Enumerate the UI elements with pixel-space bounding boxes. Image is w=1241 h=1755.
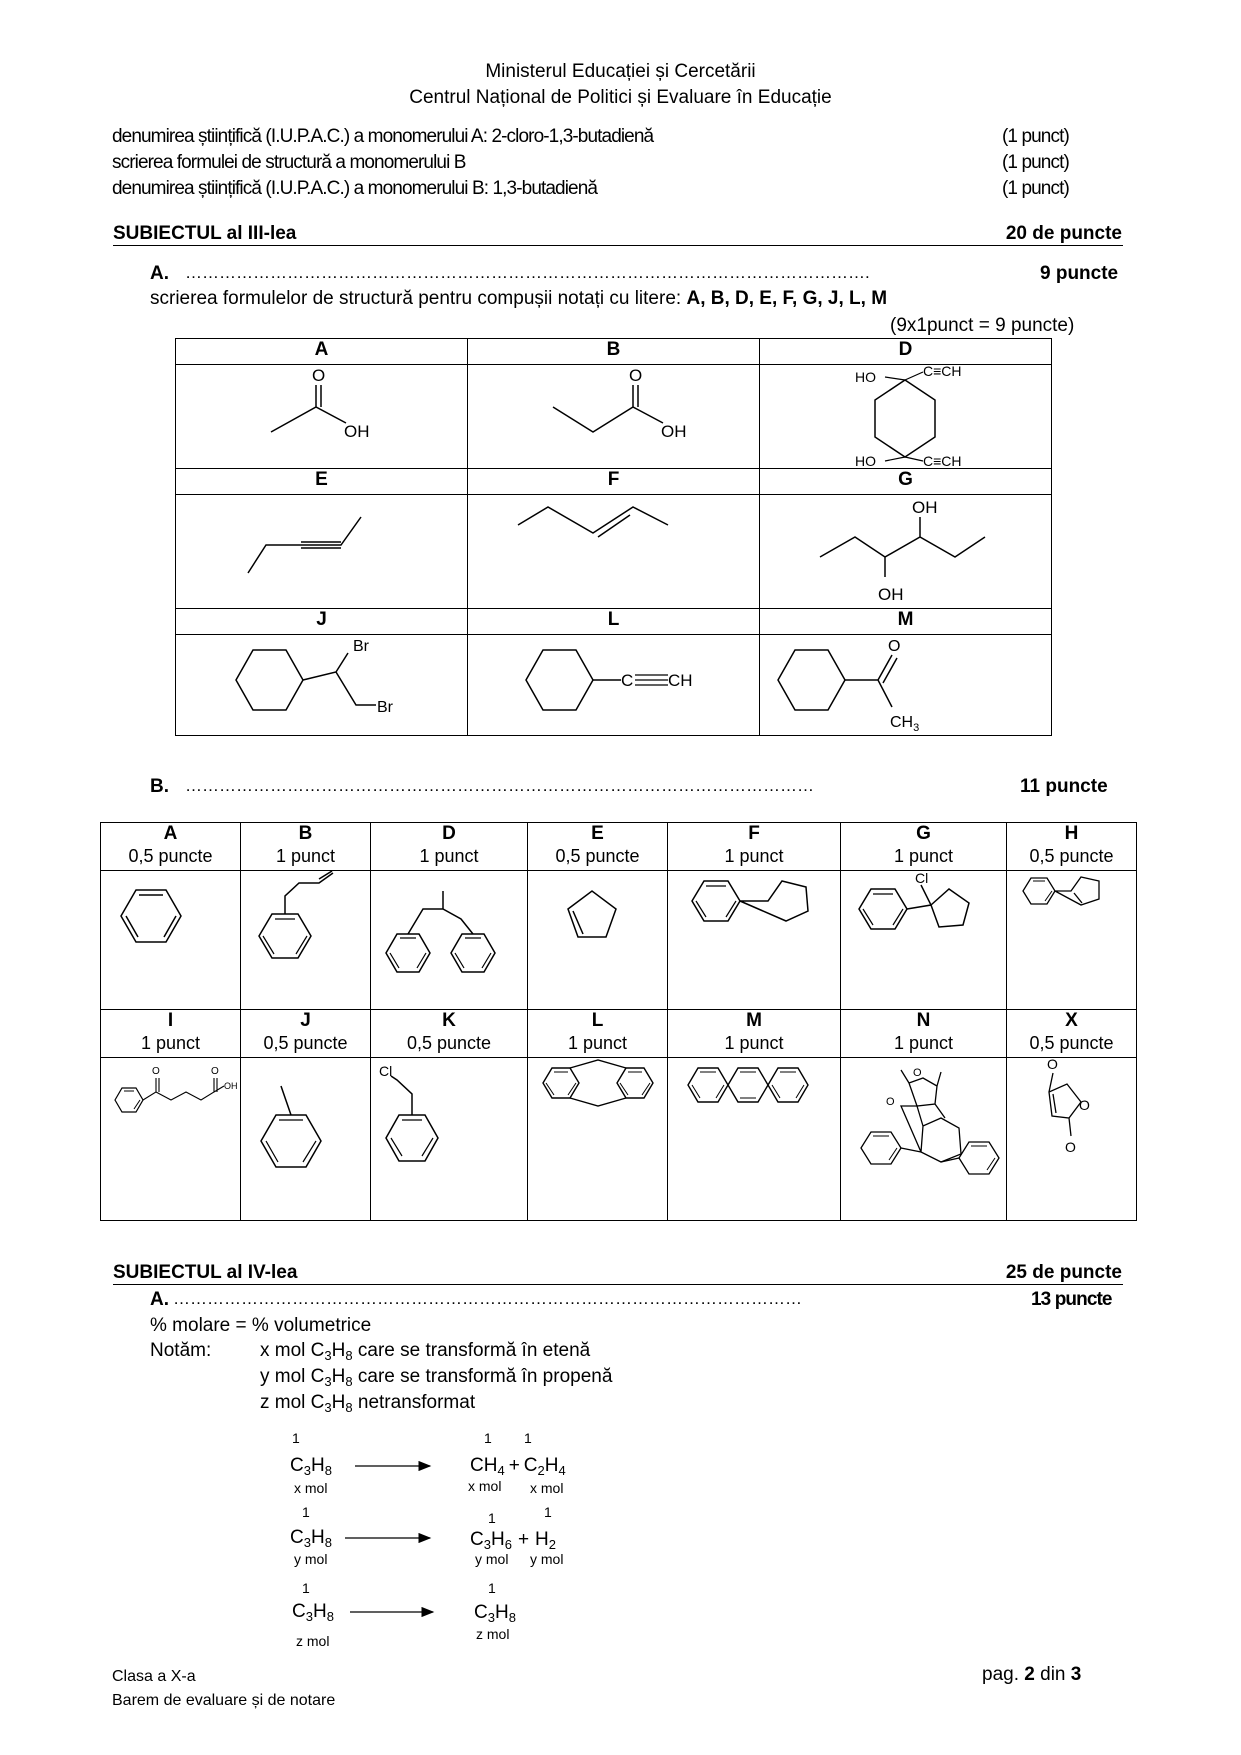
footer-barem: Barem de evaluare și de notare (112, 1692, 336, 1709)
structure-e (176, 495, 468, 609)
cell-label-b: B (468, 339, 760, 365)
t-4: 4 (497, 1463, 505, 1478)
atom-h: H (680, 671, 693, 690)
t-c: C (292, 1601, 306, 1622)
b-head-h (1007, 823, 1137, 871)
coef: 1 (484, 1430, 492, 1446)
atom-br: Br (377, 699, 393, 716)
b-head-f (668, 823, 841, 871)
nz-a: z mol C (260, 1392, 325, 1413)
structure-b (468, 365, 760, 469)
nx-a: x mol C (260, 1340, 325, 1361)
b-points: 1 punct (567, 1033, 628, 1053)
t-6: 6 (504, 1537, 512, 1552)
top-item-3: denumirea științifică (I.U.P.A.C.) a monomerului B: 1,3-butadienă (112, 178, 598, 199)
atom-ho: HO (855, 369, 876, 385)
molar-volumetric: % molare = % volumetrice (150, 1315, 372, 1336)
c3h8-out (474, 1602, 516, 1625)
zmol: z mol (476, 1626, 510, 1642)
b-structure-i (101, 1058, 241, 1221)
cell-label-g: G (760, 469, 1052, 495)
products-2 (470, 1529, 556, 1552)
nz-c: H (331, 1392, 346, 1413)
b-points: 1 punct (724, 1033, 784, 1053)
header-ministry: Ministerul Educației și Cercetării (485, 61, 756, 82)
b-structure-m (668, 1058, 841, 1221)
b-letter: E (591, 823, 604, 844)
xmol: x mol (294, 1480, 328, 1496)
b-structure-n (841, 1058, 1007, 1221)
cell-label-d: D (760, 339, 1052, 365)
b-structure-b (241, 871, 371, 1010)
top-item-2-points: (1 punct) (1002, 152, 1069, 173)
atom-oh: OH (878, 585, 904, 604)
cell-label-m: M (760, 609, 1052, 635)
structure-m (760, 635, 1052, 736)
b-head-k (371, 1010, 528, 1058)
b-points: 0,5 puncte (1029, 1033, 1114, 1053)
t-c: C (523, 1455, 538, 1476)
t-3: 3 (483, 1537, 491, 1552)
b-letter: N (916, 1010, 931, 1031)
page-total: 3 (1070, 1664, 1082, 1685)
t-c: C (290, 1527, 304, 1548)
nz-d: 8 (345, 1400, 353, 1415)
nx-b: 3 (324, 1348, 332, 1363)
t-3: 3 (487, 1610, 495, 1625)
notation-y (260, 1366, 612, 1389)
structure-d (760, 365, 1052, 469)
b-points: 1 punct (140, 1033, 201, 1053)
page-number: 2 (1024, 1664, 1035, 1685)
ymol: y mol (294, 1551, 328, 1567)
atom-ch3-n: 3 (913, 722, 920, 734)
xmol: x mol (530, 1480, 564, 1496)
nz-b: 3 (324, 1400, 332, 1415)
b-points: 0,5 puncte (263, 1033, 348, 1053)
atom-ch (668, 671, 693, 690)
b-structure-h (1007, 871, 1137, 1010)
header-center: Centrul Național de Politici și Evaluare în Educație (409, 87, 832, 108)
page-of: din (1034, 1664, 1071, 1685)
t-8: 8 (508, 1610, 516, 1625)
b-head-g (841, 823, 1007, 871)
t-3: 3 (305, 1609, 313, 1624)
structure-j (176, 635, 468, 736)
atom-o: O (913, 1067, 922, 1079)
footer-page (982, 1664, 1081, 1686)
ny-c: H (331, 1366, 346, 1387)
reaction-scheme (280, 1425, 620, 1665)
b-head-d (371, 823, 528, 871)
ny-e: care se transformă în propenă (352, 1366, 613, 1387)
subject4-rule (113, 1284, 1123, 1285)
subject4-a-dots: ………………………………………………………………………………………………… (173, 1289, 802, 1308)
nx-c: H (331, 1340, 346, 1361)
b-letter: F (748, 823, 760, 844)
t-h: H (490, 1529, 505, 1550)
atom-oh: OH (661, 422, 687, 441)
section-a-instruction (150, 288, 887, 310)
b-head-j (241, 1010, 371, 1058)
t-3: 3 (303, 1463, 311, 1478)
b-points: 1 punct (893, 846, 954, 866)
section-a-dots: …………………………………………………………………………………………………………. (185, 263, 870, 282)
atom-o: O (1065, 1139, 1076, 1155)
b-points: 1 punct (724, 846, 784, 866)
atom-o: O (1047, 1058, 1058, 1072)
t-ch: CH (470, 1455, 498, 1476)
atom-o: O (312, 366, 326, 385)
section-b-dots: ………………………………………………………………………………………………… (185, 776, 814, 795)
section-a-table (175, 338, 1052, 736)
atom-o: O (1079, 1097, 1090, 1113)
atom-o: O (211, 1066, 219, 1077)
b-points: 0,5 puncte (406, 1033, 492, 1053)
t-plus: + (517, 1529, 530, 1550)
atom-ch3-ch: CH (890, 714, 914, 731)
subject4-points: 25 de puncte (1005, 1262, 1122, 1283)
b-letter: L (591, 1010, 604, 1031)
cell-label-l: L (468, 609, 760, 635)
t-h: H (312, 1601, 327, 1622)
b-structure-e (528, 871, 668, 1010)
coef: 1 (488, 1510, 496, 1526)
atom-o: O (152, 1066, 160, 1077)
b-letter: D (442, 823, 456, 844)
t-c: C (290, 1455, 304, 1476)
t-2: 2 (537, 1463, 545, 1478)
t-h: H (544, 1455, 559, 1476)
top-item-2: scrierea formulei de structură a monomerului B (112, 152, 466, 173)
c3h8 (290, 1455, 332, 1478)
t-3: 3 (303, 1535, 311, 1550)
atom-ch3 (890, 714, 919, 734)
b-head-b (241, 823, 371, 871)
b-letter: A (163, 823, 178, 844)
b-points: 1 punct (275, 846, 336, 866)
atom-oh: OH (912, 498, 938, 517)
coef: 1 (292, 1430, 300, 1446)
ny-a: y mol C (260, 1366, 325, 1387)
b-structure-f (668, 871, 841, 1010)
b-letter: X (1065, 1010, 1078, 1031)
t-h: H (310, 1455, 325, 1476)
top-item-1-points: (1 punct) (1002, 126, 1069, 147)
section-a-points: 9 puncte (1040, 263, 1119, 284)
atom-ho: HO (855, 453, 876, 468)
ny-b: 3 (324, 1374, 332, 1389)
section-a-label: A. (150, 263, 169, 284)
structure-l (468, 635, 760, 736)
subject4-title: SUBIECTUL al IV-lea (113, 1262, 298, 1283)
instruction-text: scrierea formulelor de structură pentru compușii notați cu litere: (150, 288, 682, 309)
atom-c2: C (668, 671, 681, 690)
coef: 1 (302, 1580, 310, 1596)
b-letter: J (300, 1010, 311, 1031)
structure-f (468, 495, 760, 609)
b-head-i (101, 1010, 241, 1058)
b-letter: M (746, 1010, 762, 1031)
atom-ccch: C≡CH (923, 365, 962, 379)
b-points: 0,5 puncte (128, 846, 213, 866)
c3h8 (290, 1527, 332, 1550)
top-item-1: denumirea științifică (I.U.P.A.C.) a monomerului A: 2-cloro-1,3-butadienă (112, 126, 654, 147)
t-8: 8 (324, 1535, 332, 1550)
ny-d: 8 (345, 1374, 353, 1389)
page-prefix: pag. (982, 1664, 1025, 1685)
nx-d: 8 (345, 1348, 353, 1363)
t-8: 8 (326, 1609, 334, 1624)
atom-br: Br (353, 638, 369, 655)
atom-o: O (886, 1096, 895, 1108)
subject3-title: SUBIECTUL al III-lea (113, 223, 297, 244)
t-2: 2 (548, 1537, 557, 1552)
t-c: C (474, 1602, 488, 1623)
structure-g (760, 495, 1052, 609)
t-4: 4 (558, 1463, 566, 1478)
products-1 (470, 1455, 566, 1478)
subject4-a-points: 13 puncte (1031, 1289, 1112, 1310)
cell-label-j: J (176, 609, 468, 635)
b-letter: B (298, 823, 313, 844)
b-head-e (528, 823, 668, 871)
coef: 1 (544, 1504, 552, 1520)
b-letter: I (167, 1010, 174, 1031)
subject3-points: 20 de puncte (1005, 223, 1122, 244)
atom-c: C (621, 671, 634, 690)
ymol: y mol (530, 1551, 564, 1567)
section-b-label: B. (150, 776, 169, 797)
atom-oh: OH (224, 1081, 238, 1091)
cell-label-f: F (468, 469, 760, 495)
notam-label: Notăm: (150, 1340, 212, 1361)
b-points: 0,5 puncte (1029, 846, 1114, 866)
footer-class: Clasa a X-a (112, 1668, 196, 1685)
b-head-m (668, 1010, 841, 1058)
structure-a (176, 365, 468, 469)
section-b-points: 11 puncte (1020, 776, 1108, 797)
nx-e: care se transformă în etenă (352, 1340, 591, 1361)
b-letter: G (916, 823, 931, 844)
xmol: x mol (468, 1478, 502, 1494)
notation-z (260, 1392, 475, 1415)
atom-oh: OH (344, 422, 370, 441)
nz-e: netransformat (352, 1392, 476, 1413)
b-points: 1 punct (419, 846, 479, 866)
b-structure-g (841, 871, 1007, 1010)
top-item-3-points: (1 punct) (1002, 178, 1069, 199)
b-structure-l (528, 1058, 668, 1221)
b-head-l (528, 1010, 668, 1058)
t-h: H (494, 1602, 509, 1623)
t-h: H (310, 1527, 325, 1548)
atom-ccch: C≡CH (923, 453, 962, 468)
section-a-scoring: (9x1punct = 9 puncte) (890, 315, 1075, 336)
b-head-x (1007, 1010, 1137, 1058)
cell-label-e: E (176, 469, 468, 495)
b-head-a (101, 823, 241, 871)
b-letter: H (1064, 823, 1079, 844)
atom-o: O (629, 366, 643, 385)
coef: 1 (524, 1430, 532, 1446)
b-structure-x (1007, 1058, 1137, 1221)
b-structure-a (101, 871, 241, 1010)
subject4-a-label: A. (150, 1289, 169, 1310)
zmol: z mol (296, 1633, 330, 1649)
b-points: 0,5 puncte (555, 846, 640, 866)
coef: 1 (302, 1504, 310, 1520)
subject3-rule (113, 245, 1123, 246)
t-plus: + (508, 1455, 520, 1476)
c3h8 (292, 1601, 334, 1624)
b-head-n (841, 1010, 1007, 1058)
instruction-letters: A, B, D, E, F, G, J, L, M (686, 288, 888, 309)
cell-label-a: A (176, 339, 468, 365)
atom-cl: Cl (379, 1063, 393, 1079)
b-points: 1 punct (893, 1033, 954, 1053)
coef: 1 (488, 1580, 496, 1596)
b-letter: K (442, 1010, 456, 1031)
atom-o: O (888, 638, 901, 655)
b-structure-k (371, 1058, 528, 1221)
t-c: C (470, 1529, 484, 1550)
ymol: y mol (475, 1551, 509, 1567)
notation-x (260, 1340, 590, 1363)
section-b-table (100, 822, 1137, 1221)
b-structure-d (371, 871, 528, 1010)
t-h: H (535, 1529, 549, 1550)
atom-cl: Cl (915, 871, 929, 886)
t-8: 8 (324, 1463, 332, 1478)
b-structure-j (241, 1058, 371, 1221)
